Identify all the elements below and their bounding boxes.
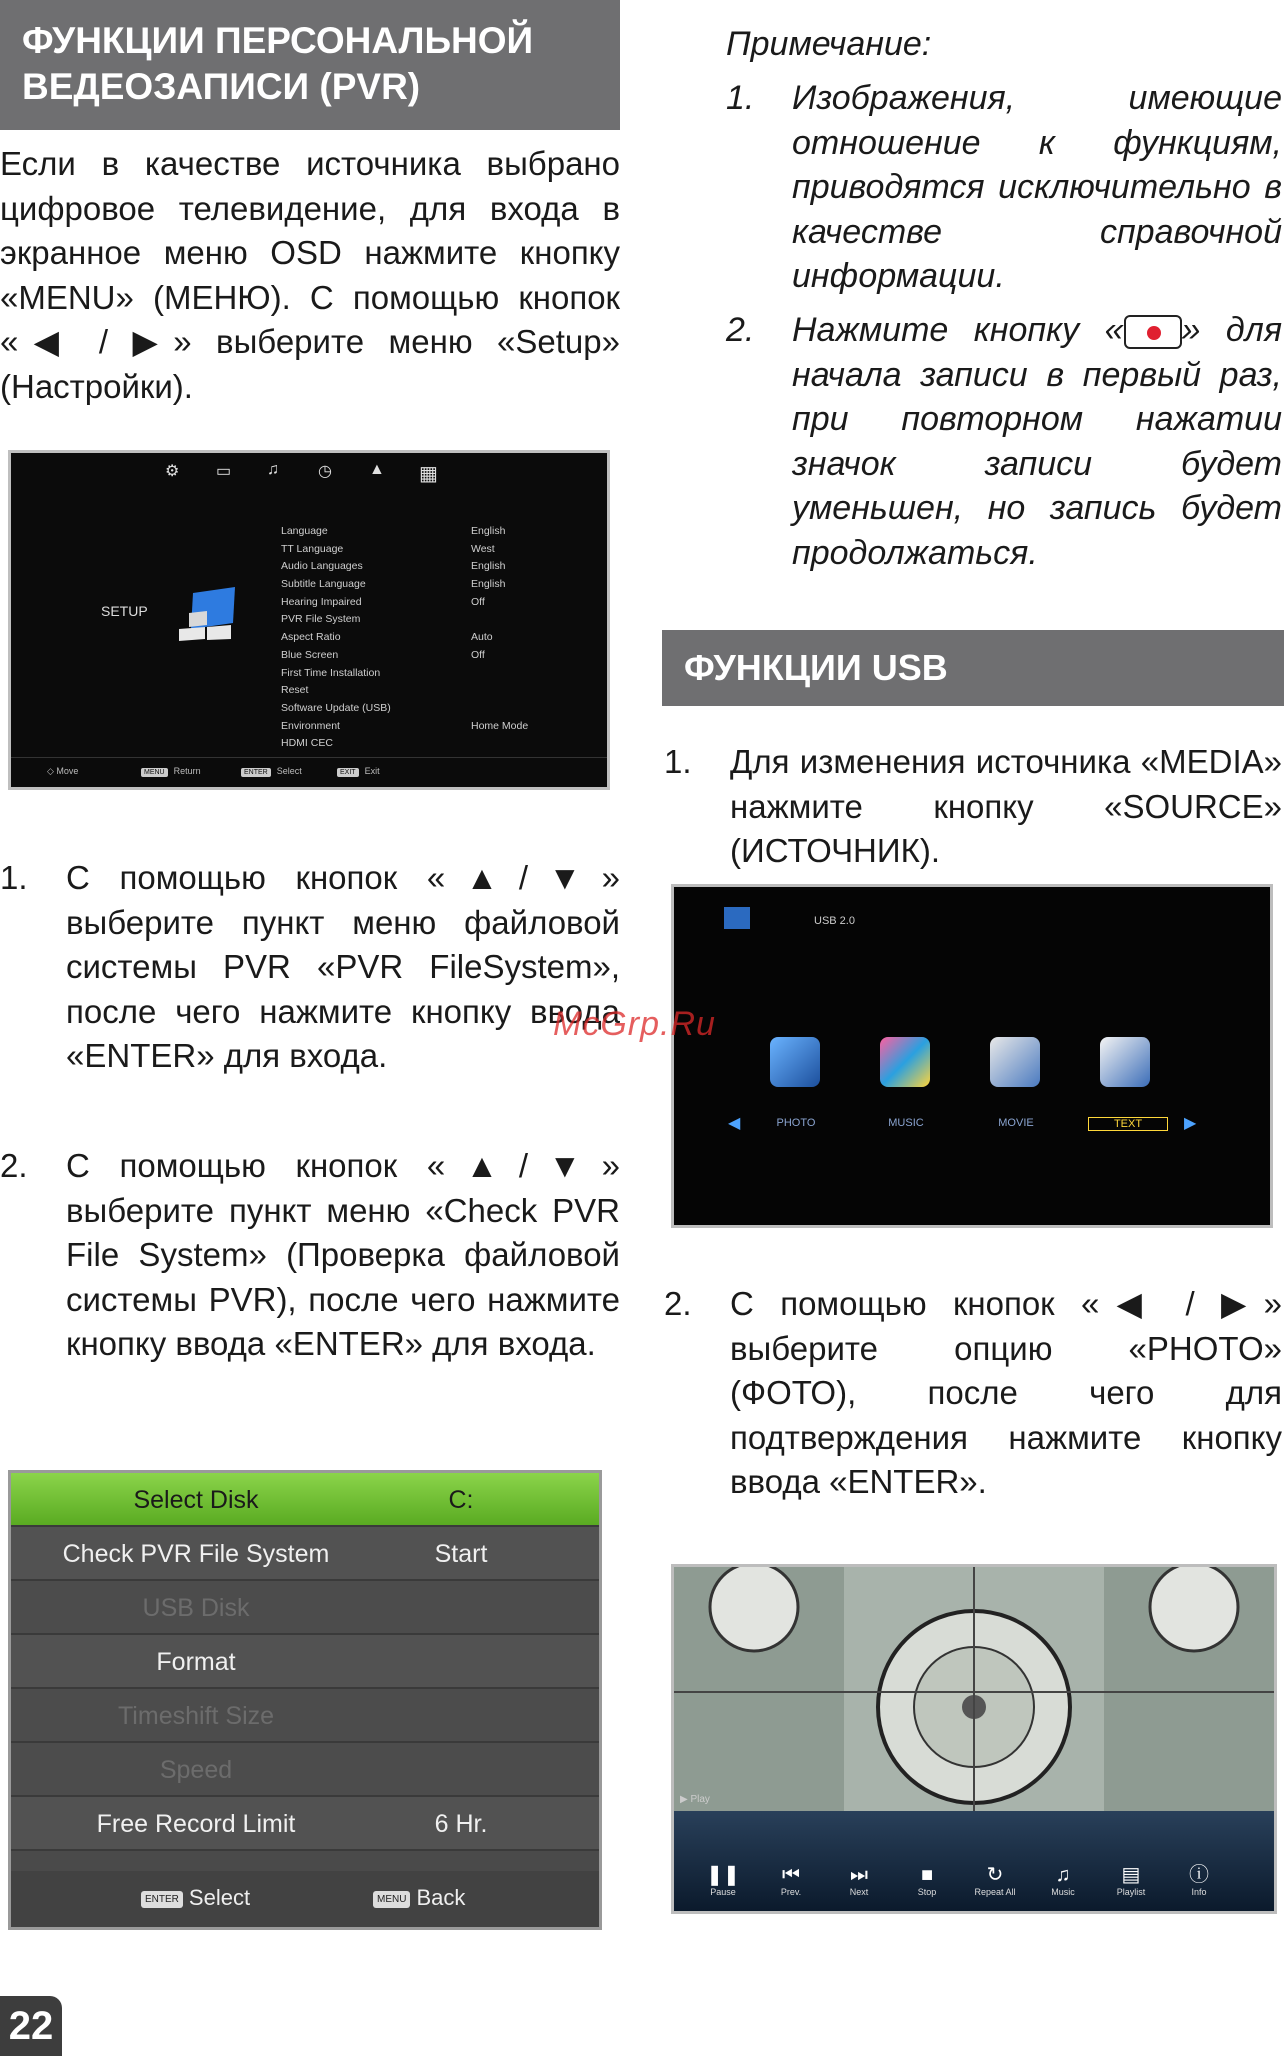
setup-top-icons — [11, 461, 607, 491]
setup-menu-item-label: PVR File System — [281, 613, 361, 626]
setup-menu-item-label: HDMI CEC — [281, 737, 333, 750]
pvr-menu-row-value: 6 Hr. — [434, 1810, 488, 1838]
setup-menu-item-label: Aspect Ratio — [281, 631, 341, 644]
settings-icon: ⚙ — [165, 463, 180, 480]
setup-menu-item-label: First Time Installation — [281, 666, 381, 679]
setup-menu-item[interactable] — [281, 613, 581, 631]
photo-viewer-screenshot — [671, 1564, 1277, 1914]
setup-menu-item-label: Hearing Impaired — [281, 595, 362, 608]
setup-menu-item[interactable] — [281, 631, 581, 649]
photo-control-label: Stop — [917, 1887, 937, 1897]
setup-menu-item-label: Blue Screen — [281, 648, 339, 661]
info-icon: ⓘ — [1189, 1864, 1209, 1886]
usb-source-label: USB 2.0 — [814, 915, 855, 927]
note-item-2 — [726, 308, 1282, 578]
pvr-menu-row-value: Start — [434, 1540, 488, 1568]
watermark: McGrp.Ru — [553, 1005, 716, 1043]
photo-control-label: Repeat All — [974, 1887, 1016, 1897]
pvr-menu-row[interactable] — [11, 1689, 599, 1743]
pvr-step-1-number: 1. — [0, 859, 28, 896]
footer-exit-label: Exit — [364, 766, 380, 776]
media-item-photo[interactable]: PHOTO — [776, 1117, 816, 1129]
photo-control-label: Info — [1191, 1887, 1207, 1897]
pvr-step-1 — [0, 856, 620, 1086]
note-item-2-text — [792, 308, 1282, 575]
play-status: ▶ Play — [680, 1794, 710, 1805]
setup-menu-item-value: Off — [471, 595, 485, 608]
setup-menu-item-value: Auto — [471, 631, 493, 644]
pvr-menu-row[interactable] — [11, 1797, 599, 1851]
photo-control-label: Music — [1051, 1887, 1075, 1897]
pvr-menu-row-label: Select Disk — [133, 1486, 259, 1514]
setup-menu-item[interactable] — [281, 702, 581, 720]
setup-menu-item[interactable] — [281, 667, 581, 685]
media-right-arrow-icon[interactable]: ▶ — [1184, 1115, 1197, 1132]
media-source-screenshot — [671, 884, 1273, 1228]
setup-menu-item-value: Off — [471, 648, 485, 661]
setup-label: SETUP — [101, 603, 148, 619]
pvr-menu-key: MENU — [373, 1891, 410, 1908]
media-left-arrow-icon[interactable]: ◀ — [728, 1115, 741, 1132]
pvr-menu-row[interactable] — [11, 1635, 599, 1689]
play-status-label: Play — [690, 1794, 710, 1805]
record-button-icon — [1124, 315, 1182, 349]
pvr-step-1-text: С помощью кнопок «▲/▼» выберите пункт меню файловой системы PVR «PVR FileSystem», после чего нажмите кнопку ввода «ENTER» для входа. — [66, 859, 620, 1074]
note-item-2-after: » для начала записи в первый раз, при повторном нажатии значок записи будет уменьшен, но запись будет продолжаться. — [792, 311, 1282, 572]
pvr-footer-back-label: Back — [416, 1885, 466, 1910]
pvr-footer-back — [373, 1885, 465, 1911]
photo-control-prev[interactable] — [766, 1863, 816, 1897]
usb-step-2-text: С помощью кнопок «◀ / ▶» выберите опцию «PHOTO» (ФОТО), после чего для подтверждения нажмите кнопку ввода «ENTER». — [730, 1285, 1282, 1500]
pvr-menu-row-label: Format — [156, 1648, 236, 1676]
setup-menu-item[interactable] — [281, 578, 581, 596]
music-icon — [880, 1037, 930, 1087]
pvr-menu-row-label: Timeshift Size — [117, 1702, 275, 1730]
next-icon: ⏭ — [850, 1864, 868, 1886]
note-item-1-text: Изображения, имеющие отношение к функциям, приводятся исключительно в качестве справочной информации. — [792, 79, 1282, 295]
setup-menu-item-label: Language — [281, 525, 328, 537]
text-icon — [1100, 1037, 1150, 1087]
usb-step-2 — [662, 1282, 1282, 1512]
photo-control-label: Playlist — [1116, 1887, 1146, 1897]
pvr-menu-row[interactable] — [11, 1743, 599, 1797]
photo-control-playlist[interactable] — [1106, 1863, 1156, 1897]
photo-control-repeat[interactable] — [970, 1863, 1020, 1897]
setup-menu-item-label: Reset — [281, 684, 309, 697]
usb-step-1-text: Для изменения источника «MEDIA» нажмите кнопку «SOURCE» (ИСТОЧНИК). — [730, 743, 1282, 869]
setup-menu-list — [281, 525, 581, 755]
photo-control-next[interactable] — [834, 1863, 884, 1897]
pvr-heading-line2: ВЕДЕОЗАПИСИ (PVR) — [22, 66, 421, 107]
setup-menu-item-label: Subtitle Language — [281, 578, 366, 591]
setup-menu-item-value: English — [471, 525, 506, 537]
pvr-menu-footer — [11, 1871, 599, 1927]
usb-source-icon — [724, 907, 750, 929]
photo-control-info[interactable] — [1174, 1863, 1224, 1897]
pvr-menu-screenshot — [8, 1470, 602, 1930]
setup-menu-item-value: West — [471, 542, 495, 555]
media-item-music[interactable]: MUSIC — [888, 1117, 924, 1129]
stop-icon: ■ — [920, 1864, 934, 1886]
setup-menu-item[interactable] — [281, 684, 581, 702]
pvr-footer-select — [141, 1885, 250, 1911]
setup-menu-item-value: English — [471, 560, 506, 573]
clock-icon: ◷ — [318, 463, 332, 480]
setup-menu-item[interactable] — [281, 737, 581, 755]
pvr-step-2-text: С помощью кнопок «▲/▼» выберите пункт меню «Check PVR File System» (Проверка файловой системы PVR), после чего нажмите кнопку ввода «ENTER» для входа. — [66, 1147, 620, 1362]
lock-icon: ▲ — [369, 461, 385, 478]
pause-icon: ❚❚ — [706, 1864, 740, 1886]
setup-footer — [11, 757, 607, 787]
photo-control-pause[interactable] — [698, 1863, 748, 1897]
note-item-1 — [726, 76, 1282, 306]
footer-select-label: Select — [276, 766, 302, 776]
setup-menu-item-value: English — [471, 578, 506, 591]
pvr-menu-row-value: C: — [448, 1486, 474, 1514]
test-pattern-image — [674, 1567, 1274, 1817]
usb-step-1 — [662, 740, 1282, 880]
setup-menu-item-label: Environment — [281, 719, 340, 732]
setup-logo-icon — [171, 583, 251, 653]
music-note-icon: ♫ — [267, 461, 279, 478]
note-title: Примечание: — [726, 25, 932, 63]
enter-key: ENTER — [241, 768, 271, 777]
setup-menu-item-value: Home Mode — [471, 719, 529, 732]
pvr-step-2-number: 2. — [0, 1147, 28, 1184]
pvr-step-2 — [0, 1144, 620, 1374]
pvr-menu-row-label: USB Disk — [142, 1594, 250, 1622]
footer-move-label: Move — [56, 766, 79, 776]
pvr-menu-row-label: Free Record Limit — [96, 1810, 296, 1838]
photo-control-label: Next — [849, 1887, 869, 1897]
setup-menu-item-label: Audio Languages — [281, 560, 363, 573]
media-item-text[interactable]: TEXT — [1088, 1117, 1168, 1131]
photo-control-stop[interactable] — [902, 1863, 952, 1897]
usb-step-2-number: 2. — [664, 1285, 692, 1322]
movie-icon — [990, 1037, 1040, 1087]
grid-icon: ▦ — [419, 463, 438, 485]
tv-icon: ▭ — [216, 463, 232, 480]
page-number: 22 — [0, 1996, 62, 2056]
photo-control-label: Pause — [710, 1887, 736, 1897]
footer-return — [141, 766, 201, 777]
pvr-menu-row[interactable] — [11, 1527, 599, 1581]
note-item-2-before: Нажмите кнопку « — [792, 311, 1124, 349]
footer-exit — [337, 766, 380, 777]
pvr-heading-line1: ФУНКЦИИ ПЕРСОНАЛЬНОЙ — [22, 20, 534, 61]
repeat-icon: ↻ — [986, 1864, 1004, 1886]
menu-key: MENU — [141, 768, 168, 777]
photo-control-music[interactable] — [1038, 1863, 1088, 1897]
footer-select — [241, 766, 302, 777]
setup-menu-item[interactable] — [281, 649, 581, 667]
setup-menu-item[interactable] — [281, 543, 581, 561]
exit-key: EXIT — [337, 768, 359, 777]
footer-move: ◇ Move — [47, 766, 79, 776]
setup-menu-item-label: Software Update (USB) — [281, 701, 391, 714]
setup-menu-screenshot — [8, 450, 610, 790]
setup-menu-item[interactable] — [281, 560, 581, 578]
setup-menu-item[interactable] — [281, 596, 581, 614]
pvr-menu-row-label: Check PVR File System — [62, 1540, 330, 1568]
usb-section-heading: ФУНКЦИИ USB — [662, 630, 1284, 706]
note-item-1-number: 1. — [726, 79, 755, 117]
music-icon: ♫ — [1055, 1864, 1071, 1886]
setup-menu-item-label: TT Language — [281, 542, 344, 555]
footer-return-label: Return — [173, 766, 201, 776]
playlist-icon: ▤ — [1121, 1864, 1141, 1886]
photo-icon — [770, 1037, 820, 1087]
pvr-menu-row[interactable] — [11, 1581, 599, 1635]
pvr-footer-select-label: Select — [188, 1885, 251, 1910]
note-item-2-number: 2. — [726, 311, 755, 349]
prev-icon: ⏮ — [782, 1864, 800, 1886]
pvr-intro-text: Если в качестве источника выбрано цифровое телевидение, для входа в экранное меню OSD нажмите кнопку «MENU» (МЕНЮ). С помощью кнопок «◀ / ▶» выберите меню «Setup» (Настройки). — [0, 145, 620, 405]
pvr-enter-key: ENTER — [141, 1891, 183, 1908]
pvr-section-heading — [0, 0, 620, 130]
setup-menu-item[interactable] — [281, 720, 581, 738]
setup-menu-item[interactable] — [281, 525, 581, 543]
pvr-menu-row-label: Speed — [159, 1756, 233, 1784]
photo-control-label: Prev. — [780, 1887, 802, 1897]
pvr-menu-row[interactable] — [11, 1473, 599, 1527]
usb-step-1-number: 1. — [664, 743, 692, 780]
note-block — [662, 22, 1284, 67]
media-item-movie[interactable]: MOVIE — [998, 1117, 1034, 1129]
